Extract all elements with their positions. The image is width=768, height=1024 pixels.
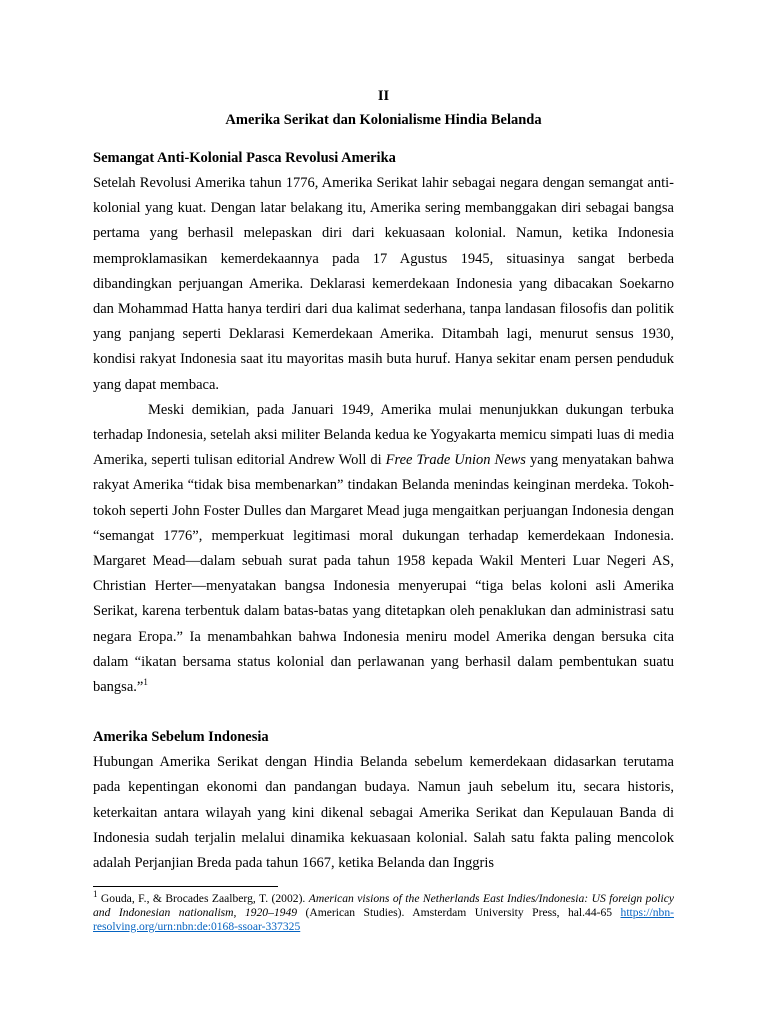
section-heading-anti-colonial: Semangat Anti-Kolonial Pasca Revolusi Amerika	[93, 150, 396, 166]
footnote-publisher: (American Studies). Amsterdam University Press, hal.44-65	[297, 906, 621, 919]
footnote-link[interactable]: https://nbn-resolving.org/urn:nbn:de:0168-ssoar-337325	[93, 906, 674, 933]
paragraph-support-1949	[93, 398, 674, 700]
footnote-number: 1	[93, 889, 98, 900]
section-heading-america-before: Amerika Sebelum Indonesia	[93, 729, 269, 746]
footnote-reference[interactable]: 1	[143, 677, 148, 688]
footnote-separator	[93, 886, 278, 887]
paragraph-relations: Hubungan Amerika Serikat dengan Hindia Belanda sebelum kemerdekaan didasarkan terutama pada kepentingan ekonomi dan pandangan budaya. Namun jauh sebelum itu, secara historis, keterkaitan antara wilayah yang kini dikenal sebagai Amerika Serikat dan Kepulauan Banda di Indonesia sudah terjalin melalui dinamika kekuasaan kolonial. Salah satu fakta paling mencolok adalah Perjanjian Breda pada tahun 1667, ketika Belanda dan Inggris	[93, 754, 674, 872]
paragraph-text: Meski demikian, pada Januari 1949, Amerika mulai menunjukkan dukungan terbuka terhadap Indonesia, setelah aksi militer Belanda kedua ke Yogyakarta memicu simpati luas di media Amerika, seperti tulisan editorial Andrew Woll di	[93, 401, 674, 469]
footnote	[93, 889, 674, 934]
section-spacer	[93, 700, 674, 725]
chapter-title: Amerika Serikat dan Kolonialisme Hindia Belanda	[225, 112, 542, 128]
footnote-book-title: American visions of the Netherlands East Indies/Indonesia: US foreign policy and Indonesian nationalism, 1920–1949	[93, 892, 674, 919]
chapter-number: II	[377, 88, 390, 104]
footnote-authors: Gouda, F., & Brocades Zaalberg, T. (2002).	[97, 892, 309, 905]
document-page	[93, 84, 674, 876]
paragraph-revolution: Setelah Revolusi Amerika tahun 1776, Amerika Serikat lahir sebagai negara dengan semangat anti-kolonial yang kuat. Dengan latar belakang itu, Amerika sering membanggakan diri sebagai bangsa pertama yang berhasil melepaskan diri dari kekuasaan kolonial. Namun, ketika Indonesia memproklamasikan kemerdekaannya pada 17 Agustus 1945, situasinya sangat berbeda dibandingkan perjuangan Amerika. Deklarasi kemerdekaan Indonesia yang dibacakan Soekarno dan Mohammad Hatta hanya terdiri dari dua kalimat sederhana, tanpa landasan filosofis dan politik yang panjang seperti Deklarasi Kemerdekaan Amerika. Ditambah lagi, menurut sensus 1930, kondisi rakyat Indonesia saat itu mayoritas masih buta huruf. Hanya sekitar enam persen penduduk yang dapat membaca.	[93, 175, 674, 393]
publication-title: Free Trade Union News	[385, 452, 526, 469]
paragraph-text: yang menyatakan bahwa rakyat Amerika “tidak bisa membenarkan” tindakan Belanda menindas keinginan merdeka. Tokoh-tokoh seperti John Foster Dulles dan Margaret Mead juga mengaitkan perjuangan Indonesia dengan “semangat 1776”, memperkuat legitimasi moral dukungan terhadap kemerdekaan Indonesia. Margaret Mead—dalam sebuah surat pada tahun 1958 kepada Wakil Menteri Luar Negeri AS, Christian Herter—menyatakan bangsa Indonesia menyerupai “tiga belas koloni asli Amerika Serikat, karena terbentuk dalam batas-batas yang ditetapkan oleh penaklukan dan administrasi satu negara Eropa.” Ia menambahkan bahwa Indonesia meniru model Amerika dengan bersuka cita dalam “ikatan bersama status kolonial dan perlawanan yang berhasil dalam pembentukan suatu bangsa.”	[93, 452, 674, 696]
